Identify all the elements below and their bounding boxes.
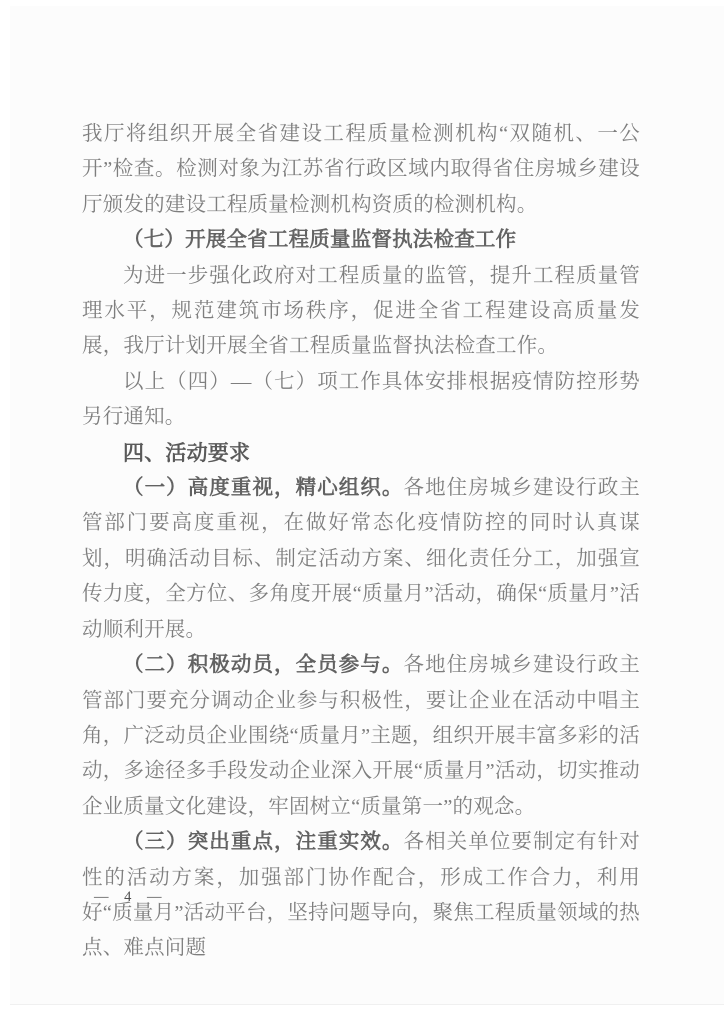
heading-text: 四、活动要求 bbox=[123, 441, 251, 465]
subsection-7-heading bbox=[82, 223, 640, 258]
paragraph-text: 以上（四）—（七）项工作具体安排根据疫情防控形势另行通知。 bbox=[82, 370, 640, 429]
item-1-lead: （一）高度重视，精心组织。 bbox=[123, 477, 404, 500]
paragraph-text: 我厅将组织开展全省建设工程质量检测机构“双随机、一公开”检查。检测对象为江苏省行政区域内取得省住房城乡建设厅颁发的建设工程质量检测机构资质的检测机构。 bbox=[82, 123, 640, 216]
item-2-paragraph bbox=[82, 648, 640, 825]
item-2-lead: （二）积极动员，全员参与。 bbox=[123, 654, 404, 677]
paragraph-continued bbox=[82, 117, 640, 223]
item-1-text: 各地住房城乡建设行政主管部门要高度重视，在做好常态化疫情防控的同时认真谋划，明确活动目标、制定活动方案、细化责任分工，加强宣传力度，全方位、多角度开展“质量月”活动，确保“质量月”活动顺利开展。 bbox=[82, 477, 640, 641]
paragraph-text: 为进一步强化政府对工程质量的监管，提升工程质量管理水平，规范建筑市场秩序，促进全省工程建设高质量发展，我厅计划开展全省工程质量监督执法检查工作。 bbox=[82, 264, 640, 358]
item-3-text: 各相关单位要制定有针对性的活动方案，加强部门协作配合，形成工作合力，利用好“质量月”活动平台，坚持问题导向，聚焦工程质量领域的热点、难点问题 bbox=[82, 831, 640, 960]
page-number: — 4 — bbox=[94, 889, 165, 905]
section-4-heading bbox=[82, 436, 640, 471]
text-block bbox=[82, 117, 640, 967]
paragraph-supervision bbox=[82, 259, 640, 365]
item-3-lead: （三）突出重点，注重实效。 bbox=[123, 831, 404, 854]
paragraph-notice bbox=[82, 365, 640, 436]
item-2-text: 各地住房城乡建设行政主管部门要充分调动企业参与积极性，要让企业在活动中唱主角，广泛动员企业围绕“质量月”主题，组织开展丰富多彩的活动，多途径多手段发动企业深入开展“质量月”活动，切实推动企业质量文化建设，牢固树立“质量第一”的观念。 bbox=[82, 654, 640, 818]
item-1-paragraph bbox=[82, 471, 640, 648]
heading-text: （七）开展全省工程质量监督执法检查工作 bbox=[123, 229, 517, 252]
item-3-paragraph bbox=[82, 825, 640, 967]
